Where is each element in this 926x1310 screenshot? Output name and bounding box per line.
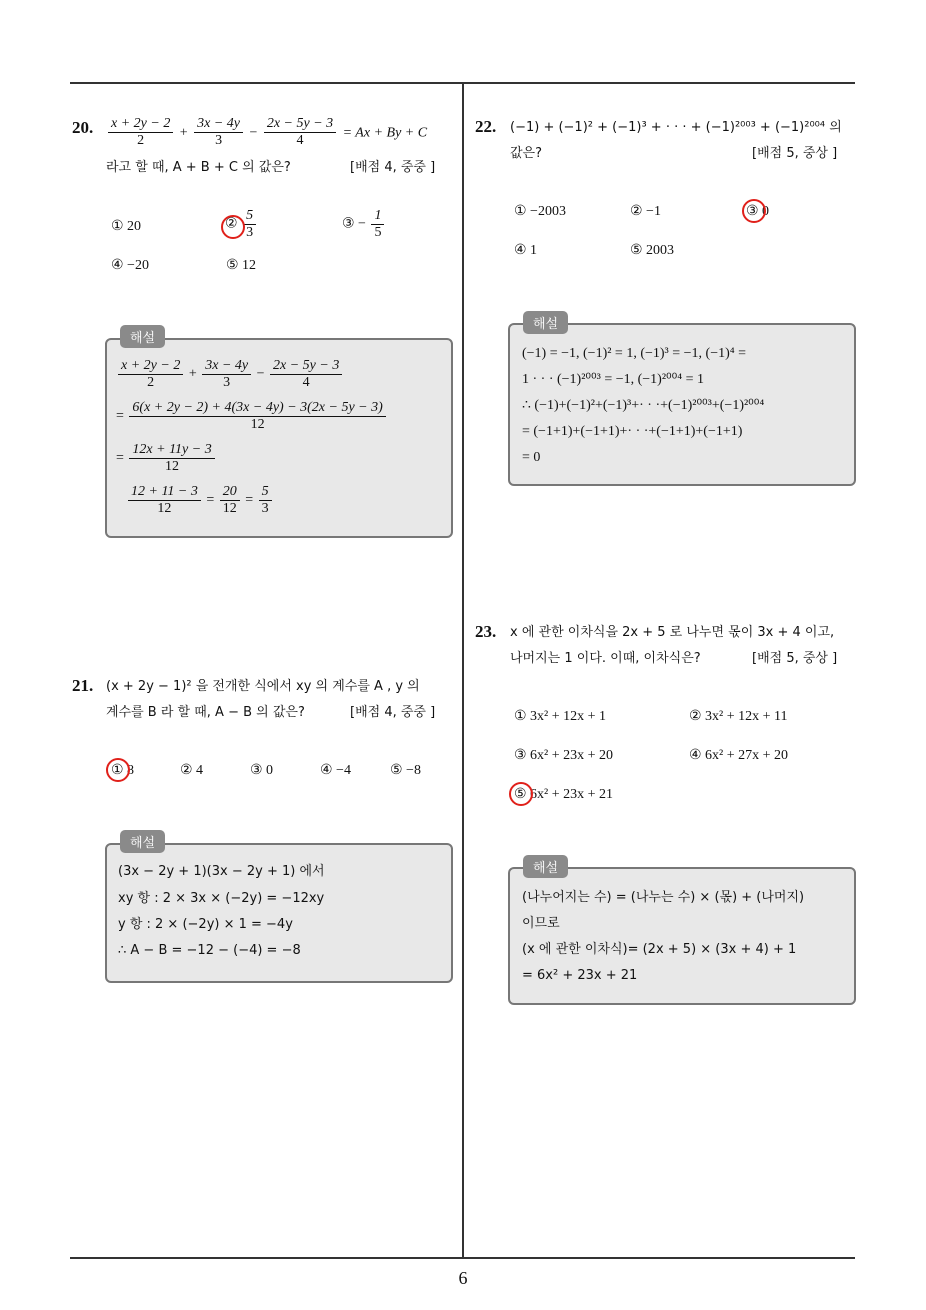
q20-sol-l4f1n: 12 + 11 − 3 (128, 484, 201, 501)
q20-frac2-den: 3 (215, 133, 223, 148)
q22-sol-line4: = (−1+1)+(−1+1)+· · ·+(−1+1)+(−1+1) (522, 424, 743, 439)
q23-option-1[interactable]: ① 3x² + 12x + 1 (514, 709, 607, 724)
q23-line2: 나머지는 1 이다. 이때, 이차식은? (510, 651, 701, 666)
q20-sol-f2d: 3 (223, 375, 231, 390)
q22-option-5[interactable]: ⑤ 2003 (630, 243, 675, 258)
q20-option-1[interactable]: ① 20 (111, 219, 142, 234)
q23-sol-line1: (나누어지는 수) = (나누는 수) × (몫) + (나머지) (522, 890, 805, 905)
q20-option-5[interactable]: ⑤ 12 (226, 258, 257, 273)
q22-sol-line3: ∴ (−1)+(−1)²+(−1)³+· · ·+(−1)²⁰⁰³+(−1)²⁰⁰⁴ (522, 398, 765, 413)
q20-sol-l4f3d: 3 (261, 501, 269, 516)
q23-solution-tag: 해설 (523, 855, 568, 878)
q22-option-4[interactable]: ④ 1 (514, 243, 538, 258)
q23-sol-line2: 이므로 (522, 916, 560, 931)
question-number-22: 22. (475, 117, 497, 136)
q21-option-1[interactable]: ① 8 (111, 763, 135, 778)
bottom-rule (70, 1257, 855, 1259)
q23-sol-line4: = 6x² + 23x + 21 (522, 968, 638, 983)
q22-sol-line1: (−1) = −1, (−1)² = 1, (−1)³ = −1, (−1)⁴ = (522, 346, 747, 361)
q22-sol-line5: = 0 (522, 450, 541, 465)
column-divider (462, 83, 464, 1257)
q20-sol-line2: = $\frac{6(x + 2y - 2) + 4(3x - 4y) - 3(2x - 5y - 3)}{12}$ (116, 400, 388, 433)
q20-sol-l2d: 12 (250, 417, 265, 432)
answer-mark-q22 (742, 199, 766, 223)
q20-opt2-den: 3 (246, 225, 254, 240)
q22-score: [배점 5, 중상 ] (752, 146, 838, 161)
q21-option-5[interactable]: ⑤ −8 (390, 763, 421, 778)
q20-option-3-label: ③ − (342, 216, 366, 232)
q20-sol-line3: = $\frac{12x + 11y - 3}{12}$ (116, 442, 217, 475)
q21-option-2[interactable]: ② 4 (180, 763, 204, 778)
q20-frac1-num: x + 2y − 2 (108, 116, 173, 133)
q20-opt2-num: 5 (243, 208, 256, 225)
answer-mark-q23 (509, 782, 533, 806)
question-number-21: 21. (72, 676, 94, 695)
q23-option-4[interactable]: ④ 6x² + 27x + 20 (689, 748, 789, 763)
q20-sol-f1n: x + 2y − 2 (118, 358, 183, 375)
q21-line1: (x + 2y − 1)² 을 전개한 식에서 xy 의 계수를 A , y 의 (106, 679, 420, 694)
q22-option-2[interactable]: ② −1 (630, 204, 661, 219)
answer-mark-q21 (106, 758, 130, 782)
q20-frac3-den: 4 (296, 133, 304, 148)
q23-option-5[interactable]: ⑤ 6x² + 23x + 21 (514, 787, 614, 802)
q20-option-3[interactable] (342, 208, 386, 241)
q20-opt3-num: 1 (371, 208, 384, 225)
question-number-20: 20. (72, 118, 94, 137)
q20-sol-f3n: 2x − 5y − 3 (270, 358, 342, 375)
answer-mark-q20 (221, 215, 245, 239)
q20-frac3-num: 2x − 5y − 3 (264, 116, 336, 133)
q20-sol-l4f2d: 12 (222, 501, 237, 516)
q20-frac1-den: 2 (137, 133, 145, 148)
q23-sol-line3: (x 에 관한 이차식)= (2x + 5) × (3x + 4) + 1 (522, 942, 797, 957)
q22-option-3[interactable]: ③ 0 (746, 204, 770, 219)
q20-sol-f2n: 3x − 4y (202, 358, 251, 375)
q20-sol-l3d: 12 (165, 459, 180, 474)
q20-sol-l4f2n: 20 (220, 484, 240, 501)
q22-line2: 값은? (510, 146, 543, 161)
q21-sol-line1: (3x − 2y + 1)(3x − 2y + 1) 에서 (118, 864, 325, 879)
q20-sol-f1d: 2 (147, 375, 155, 390)
q21-solution-tag: 해설 (120, 830, 165, 853)
q21-sol-line4: ∴ A − B = −12 − (−4) = −8 (118, 943, 301, 958)
q20-opt3-den: 5 (374, 225, 382, 240)
q23-option-2[interactable]: ② 3x² + 12x + 11 (689, 709, 788, 724)
q20-sol-f3d: 4 (302, 375, 310, 390)
q20-equation: $\frac{x + 2y - 2}{2}$ + $\frac{3x - 4y}{3}$ − $\frac{2x - 5y - 3}{4}$ = Ax + By + C (106, 116, 427, 149)
q20-solution-tag: 해설 (120, 325, 165, 348)
q23-score: [배점 5, 중상 ] (752, 651, 838, 666)
q23-line1: x 에 관한 이차식을 2x + 5 로 나누면 몫이 3x + 4 이고, (510, 625, 835, 640)
q20-sol-l4f1d: 12 (157, 501, 172, 516)
q20-sol-line4: $\frac{12 + 11 - 3}{12}$ = $\frac{20}{12}$ = $\frac{5}{3}$ (126, 484, 274, 517)
q21-sol-line3: y 항 : 2 × (−2y) × 1 = −4y (118, 917, 293, 932)
q21-option-3[interactable]: ③ 0 (250, 763, 274, 778)
q20-option-2-label: ② (225, 216, 238, 232)
q23-option-3[interactable]: ③ 6x² + 23x + 20 (514, 748, 614, 763)
q20-rhs: = Ax + By + C (342, 125, 428, 141)
q22-sol-line2: 1 · · · (−1)²⁰⁰³ = −1, (−1)²⁰⁰⁴ = 1 (522, 372, 705, 387)
q20-score: [배점 4, 중중 ] (350, 160, 436, 175)
q20-sol-l3n: 12x + 11y − 3 (129, 442, 214, 459)
question-number-23: 23. (475, 622, 497, 641)
q20-sol-l4f3n: 5 (259, 484, 272, 501)
q21-score: [배점 4, 중중 ] (350, 705, 436, 720)
q20-line2: 라고 할 때, A + B + C 의 값은? (106, 160, 291, 175)
q20-option-4[interactable]: ④ −20 (111, 258, 149, 273)
page-number: 6 (458, 1268, 468, 1288)
q20-sol-line1: $\frac{x + 2y - 2}{2}$ + $\frac{3x - 4y}{3}$ − $\frac{2x - 5y - 3}{4}$ (116, 358, 344, 391)
q22-solution-tag: 해설 (523, 311, 568, 334)
q20-frac2-num: 3x − 4y (194, 116, 243, 133)
q22-line1: (−1) + (−1)² + (−1)³ + · · · + (−1)²⁰⁰³ + (−1)²⁰⁰⁴ 의 (510, 120, 842, 135)
q20-sol-l2n: 6(x + 2y − 2) + 4(3x − 4y) − 3(2x − 5y − 3) (129, 400, 385, 417)
q21-option-4[interactable]: ④ −4 (320, 763, 351, 778)
q22-option-1[interactable]: ① −2003 (514, 204, 566, 219)
q21-sol-line2: xy 항 : 2 × 3x × (−2y) = −12xy (118, 891, 325, 906)
q21-line2: 계수를 B 라 할 때, A − B 의 값은? (106, 705, 305, 720)
